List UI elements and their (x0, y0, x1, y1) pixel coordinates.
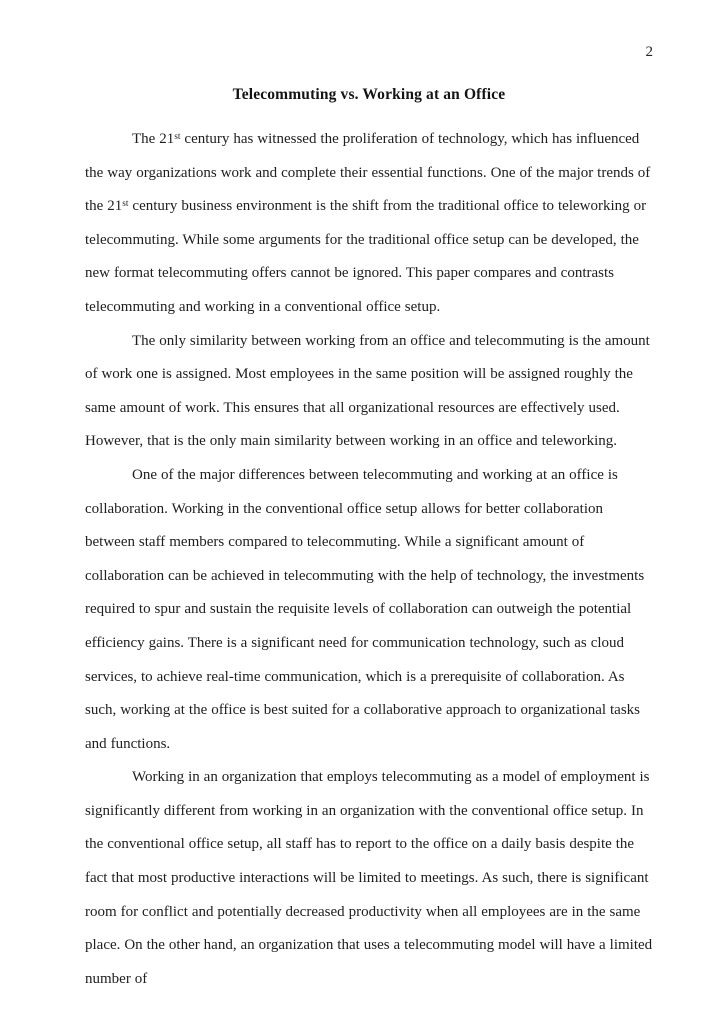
body-paragraph: The only similarity between working from an office and telecommuting is the amount of work one is assigned. Most employees in the same position will be assigned roughly the same amount of work. This ensures that all organizational resources are effectively used. However, that is the only main similarity between working in an office and teleworking. (85, 332, 650, 450)
ordinal-superscript: st (174, 131, 181, 142)
page-title: Telecommuting vs. Working at an Office (232, 86, 506, 103)
ordinal-superscript: st (122, 199, 129, 210)
paragraph-list (85, 123, 653, 996)
body-paragraph: The 21st century has witnessed the proliferation of technology, which has influenced the way organizations work and complete their essential functions. One of the major trends of the 21st century business environment is the shift from the traditional office to teleworking or telecommuting. While some arguments for the traditional office setup can be developed, the new format telecommuting offers cannot be ignored. This paper compares and contrasts telecommuting and working in a conventional office setup. (85, 131, 651, 315)
body-paragraph: Working in an organization that employs telecommuting as a model of employment is significantly different from working in an organization with the conventional office setup. In the conventional office setup, all staff has to report to the office on a daily basis despite the fact that most productive interactions will be limited to meetings. As such, there is significant room for conflict and potentially decreased productivity when all employees are in the same place. On the other hand, an organization that uses a telecommuting model will have a limited number of (85, 769, 653, 987)
body-paragraph: One of the major differences between telecommuting and working at an office is collaboration. Working in the conventional office setup allows for better collaboration between staff members compared to telecommuting. While a significant amount of collaboration can be achieved in telecommuting with the help of technology, the investments required to spur and sustain the requisite levels of collaboration can outweigh the potential efficiency gains. There is a significant need for communication technology, such as cloud services, to achieve real-time communication, which is a prerequisite of collaboration. As such, working at the office is best suited for a collaborative approach to organizational tasks and functions. (85, 466, 645, 752)
page-header (85, 42, 653, 62)
page-number: 2 (645, 44, 653, 60)
document-body (85, 84, 653, 996)
